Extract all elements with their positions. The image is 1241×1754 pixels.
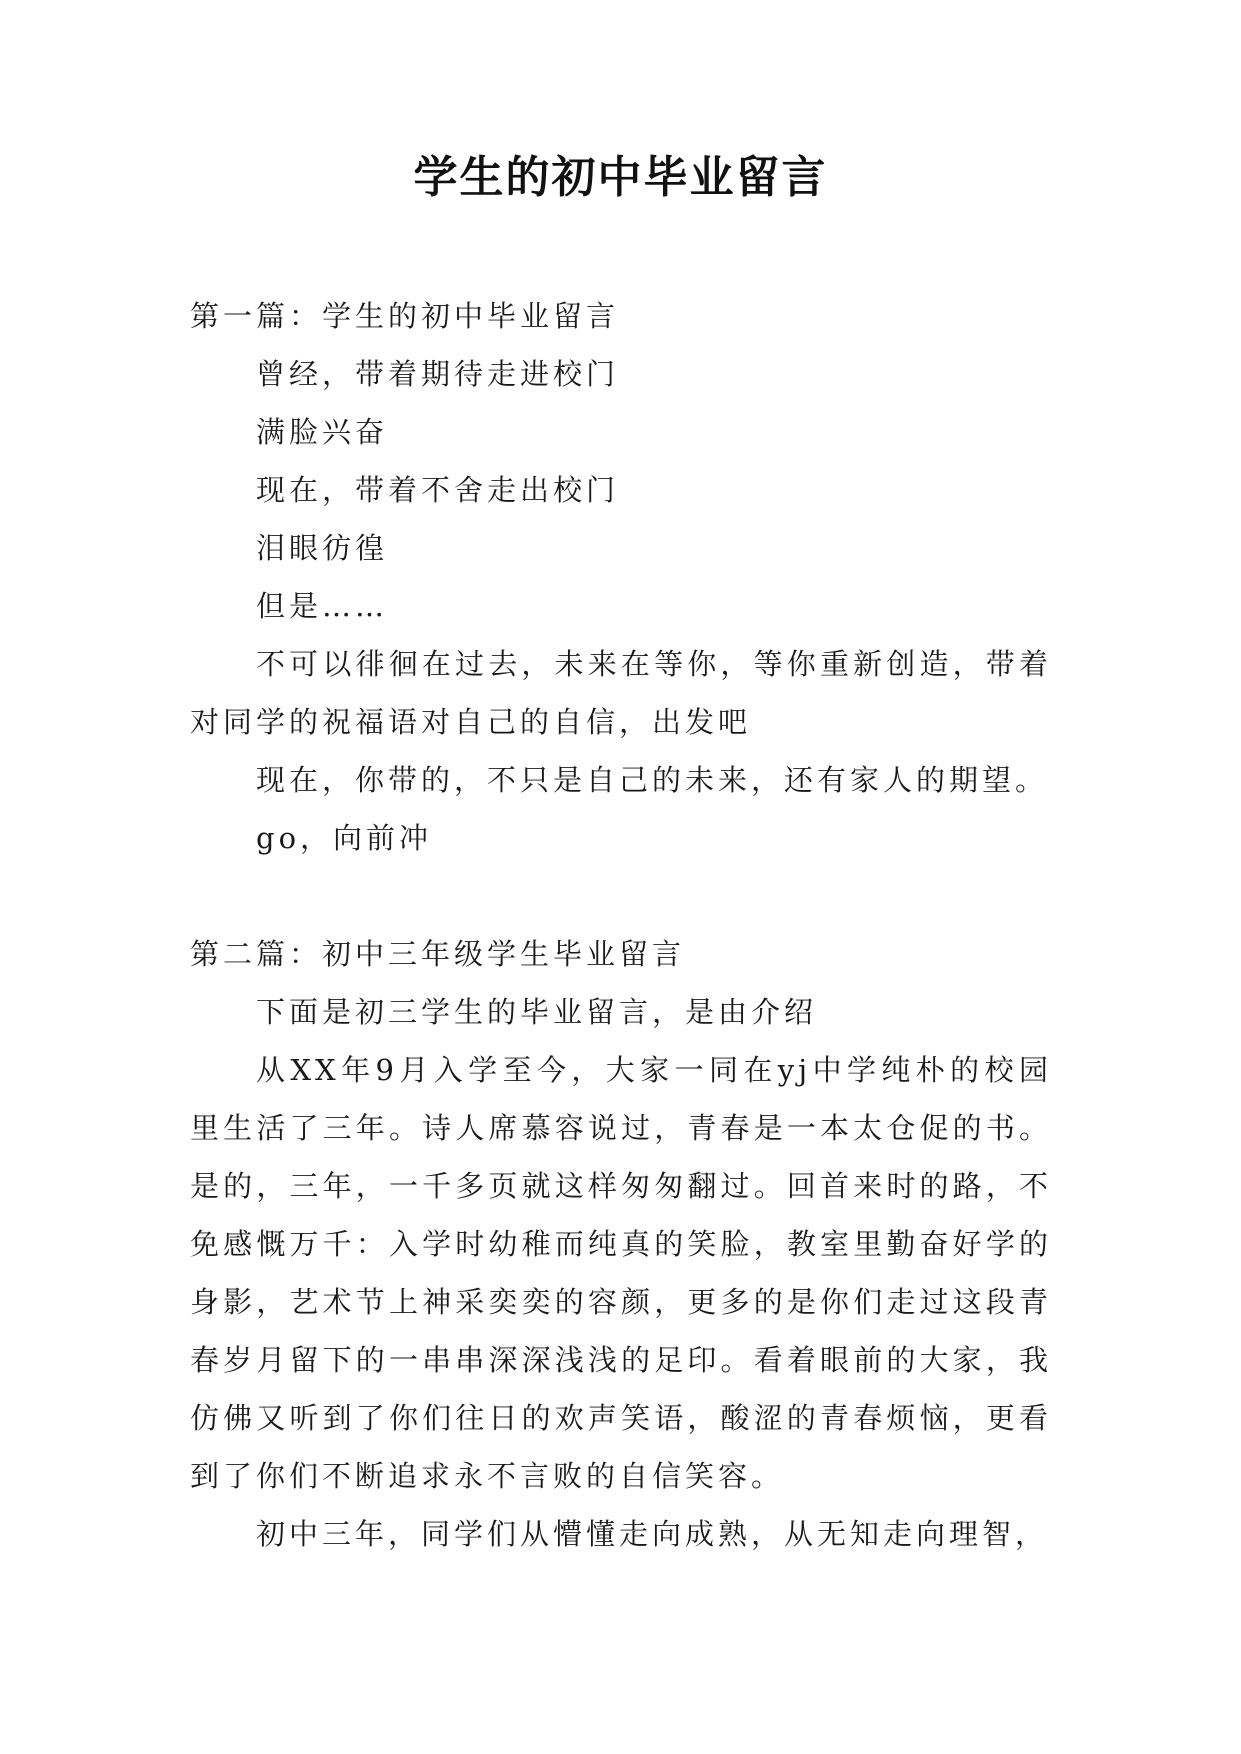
section-divider-space — [190, 867, 1052, 925]
section1-line: 但是…… — [256, 589, 389, 623]
section1-line: 泪眼彷徨 — [256, 531, 389, 565]
section1-heading: 第一篇：学生的初中毕业留言 — [190, 299, 620, 333]
document-title: 学生的初中毕业留言 — [413, 152, 828, 203]
section2-paragraph: 初中三年，同学们从懵懂走向成熟，从无知走向理智， — [256, 1517, 1049, 1551]
section1-line: 曾经，带着期待走进校门 — [256, 357, 620, 391]
section2-paragraph: 从XX年9月入学至今，大家一同在yj中学纯朴的校园里生活了三年。诗人席慕容说过，青春是一本太仓促的书。是的，三年，一千多页就这样匆匆翻过。回首来时的路，不免感慨万千：入学时幼稚而纯真的笑脸，教室里勤奋好学的身影，艺术节上神采奕奕的容颜，更多的是你们走过这段青春岁月留下的一串串深深浅浅的足印。看着眼前的大家，我仿佛又听到了你们往日的欢声笑语，酸涩的青春烦恼，更看到了你们不断追求永不言败的自信笑容。 — [190, 1053, 1052, 1493]
document-body — [190, 287, 1052, 1563]
section1-paragraph: 不可以徘徊在过去，未来在等你，等你重新创造，带着对同学的祝福语对自己的自信，出发吧 — [190, 647, 1052, 739]
section2-intro: 下面是初三学生的毕业留言，是由介绍 — [256, 995, 818, 1029]
section1-line-hope: 现在，你带的，不只是自己的未来，还有家人的期望。 — [256, 763, 1049, 797]
section2-heading: 第二篇：初中三年级学生毕业留言 — [190, 937, 686, 971]
section1-line: 现在，带着不舍走出校门 — [256, 473, 620, 507]
section1-line: 满脸兴奋 — [256, 415, 389, 449]
section1-line-go: go，向前冲 — [256, 821, 433, 855]
